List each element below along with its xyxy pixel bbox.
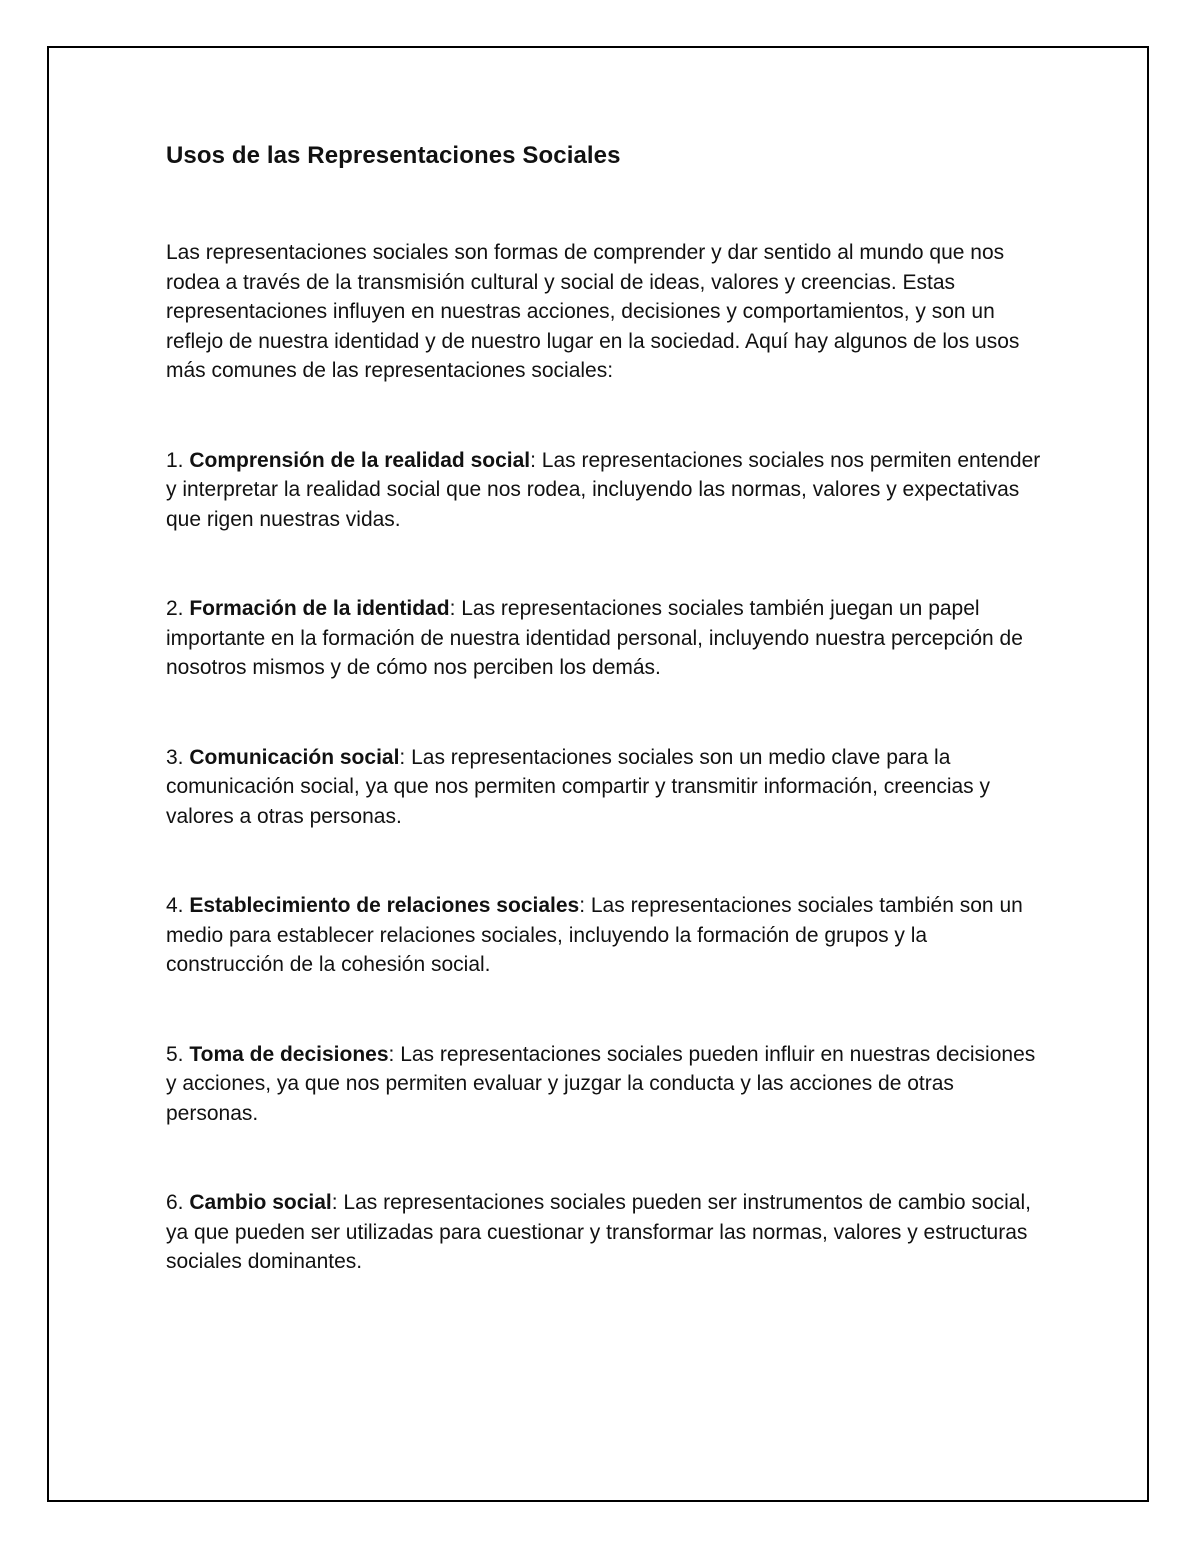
list-item [166, 891, 1046, 980]
list-item [166, 446, 1046, 535]
item-text: : Las representaciones sociales pueden ser instrumentos de cambio social, ya que pueden ser utilizadas para cuestionar y transformar las normas, valores y estructuras sociales dominantes. [166, 1191, 1031, 1273]
item-text: : Las representaciones sociales pueden influir en nuestras decisiones y acciones, ya que nos permiten evaluar y juzgar la conducta y las acciones de otras personas. [166, 1042, 1036, 1125]
intro-paragraph: Las representaciones sociales son formas de comprender y dar sentido al mundo que nos rodea a través de la transmisión cultural y social de ideas, valores y creencias. Estas representaciones influyen en nuestras acciones, decisiones y comportamientos, y son un reflejo de nuestra identidad y de nuestro lugar en la sociedad. Aquí hay algunos de los usos más comunes de las representaciones sociales: [166, 241, 1020, 382]
item-number: 1. [166, 448, 184, 472]
item-text: : Las representaciones sociales también son un medio para establecer relaciones sociales, incluyendo la formación de grupos y la construcción de la cohesión social. [166, 894, 1023, 976]
item-number: 2. [166, 597, 184, 620]
item-number: 5. [166, 1042, 184, 1066]
list-item [166, 1188, 1046, 1277]
list-item [166, 594, 1046, 683]
item-number: 4. [166, 894, 184, 917]
item-term: Cambio social [189, 1191, 332, 1214]
item-text: : Las representaciones sociales son un medio clave para la comunicación social, ya que nos permiten compartir y transmitir información, creencias y valores a otras personas. [166, 745, 990, 828]
item-term: Establecimiento de relaciones sociales [189, 894, 580, 917]
item-term: Toma de decisiones [189, 1042, 389, 1066]
item-number: 6. [166, 1191, 184, 1214]
list-item [166, 1040, 1046, 1129]
item-text: : Las representaciones sociales también juegan un papel importante en la formación de nuestra identidad personal, incluyendo nuestra percepción de nosotros mismos y de cómo nos perciben los demás. [166, 597, 1023, 679]
document-body [166, 140, 1046, 1277]
item-number: 3. [166, 745, 184, 769]
item-text: : Las representaciones sociales nos permiten entender y interpretar la realidad social que nos rodea, incluyendo las normas, valores y expectativas que rigen nuestras vidas. [166, 448, 1041, 531]
item-term: Comunicación social [189, 745, 400, 769]
item-term: Formación de la identidad [189, 597, 450, 620]
item-term: Comprensión de la realidad social [189, 448, 531, 472]
page-title: Usos de las Representaciones Sociales [166, 142, 621, 169]
list-item [166, 743, 1046, 832]
